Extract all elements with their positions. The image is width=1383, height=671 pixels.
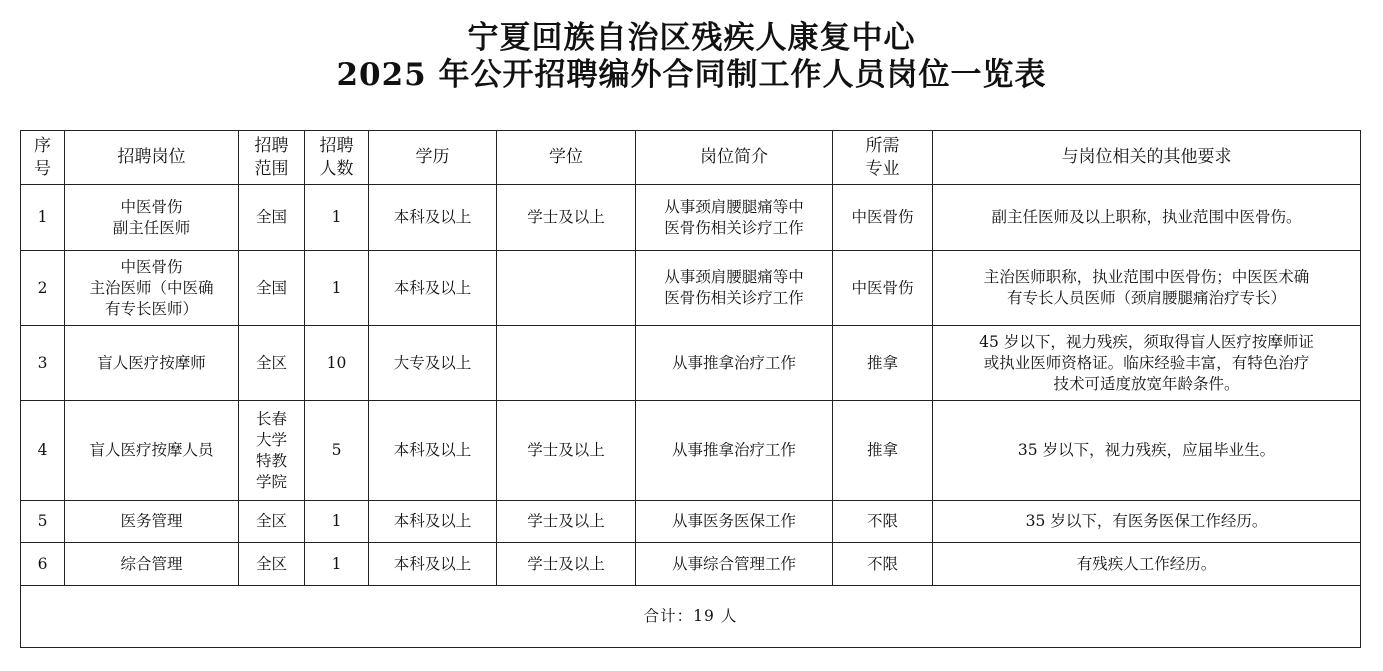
- table-row: [21, 543, 1361, 586]
- cell-scope: 长春 大学 特教 学院: [239, 401, 305, 501]
- table-row: [21, 501, 1361, 543]
- cell-intro: 从事医务医保工作: [636, 501, 833, 543]
- cell-position: 中医骨伤 主治医师（中医确 有专长医师）: [65, 251, 239, 326]
- table-row: [21, 185, 1361, 251]
- cell-education: 本科及以上: [369, 543, 497, 586]
- cell-other: 副主任医师及以上职称，执业范围中医骨伤。: [933, 185, 1361, 251]
- cell-no: 2: [21, 251, 65, 326]
- cell-position: 中医骨伤 副主任医师: [65, 185, 239, 251]
- cell-major: 不限: [833, 501, 933, 543]
- cell-scope: 全国: [239, 185, 305, 251]
- cell-scope: 全区: [239, 543, 305, 586]
- cell-education: 本科及以上: [369, 501, 497, 543]
- cell-no: 6: [21, 543, 65, 586]
- document-title: [0, 20, 1383, 94]
- cell-intro: 从事推拿治疗工作: [636, 326, 833, 401]
- cell-position: 盲人医疗按摩师: [65, 326, 239, 401]
- cell-scope: 全区: [239, 501, 305, 543]
- cell-no: 1: [21, 185, 65, 251]
- cell-education: 大专及以上: [369, 326, 497, 401]
- cell-degree: 学士及以上: [497, 185, 636, 251]
- table-row: [21, 251, 1361, 326]
- cell-intro: 从事颈肩腰腿痛等中 医骨伤相关诊疗工作: [636, 251, 833, 326]
- cell-count: 1: [305, 543, 369, 586]
- cell-count: 1: [305, 185, 369, 251]
- header-degree: 学位: [497, 131, 636, 185]
- cell-major: 中医骨伤: [833, 185, 933, 251]
- table-row: [21, 401, 1361, 501]
- table-header-row: [21, 131, 1361, 185]
- cell-other: 35 岁以下，视力残疾，应届毕业生。: [933, 401, 1361, 501]
- cell-count: 1: [305, 251, 369, 326]
- cell-major: 不限: [833, 543, 933, 586]
- cell-position: 综合管理: [65, 543, 239, 586]
- cell-degree: [497, 326, 636, 401]
- cell-no: 5: [21, 501, 65, 543]
- cell-intro: 从事颈肩腰腿痛等中 医骨伤相关诊疗工作: [636, 185, 833, 251]
- cell-degree: 学士及以上: [497, 543, 636, 586]
- total-count: 合计：19 人: [21, 586, 1361, 648]
- title-line-2: 2025 年公开招聘编外合同制工作人员岗位一览表: [336, 57, 1047, 93]
- cell-major: 中医骨伤: [833, 251, 933, 326]
- header-count: 招聘 人数: [305, 131, 369, 185]
- positions-table: [20, 130, 1361, 648]
- header-position: 招聘岗位: [65, 131, 239, 185]
- header-no: 序 号: [21, 131, 65, 185]
- cell-major: 推拿: [833, 326, 933, 401]
- cell-degree: 学士及以上: [497, 401, 636, 501]
- header-intro: 岗位简介: [636, 131, 833, 185]
- cell-count: 5: [305, 401, 369, 501]
- cell-scope: 全区: [239, 326, 305, 401]
- cell-other: 35 岁以下，有医务医保工作经历。: [933, 501, 1361, 543]
- cell-education: 本科及以上: [369, 401, 497, 501]
- cell-degree: [497, 251, 636, 326]
- cell-position: 医务管理: [65, 501, 239, 543]
- header-major: 所需 专业: [833, 131, 933, 185]
- table-total-row: [21, 586, 1361, 648]
- cell-education: 本科及以上: [369, 185, 497, 251]
- cell-count: 10: [305, 326, 369, 401]
- cell-intro: 从事综合管理工作: [636, 543, 833, 586]
- cell-no: 4: [21, 401, 65, 501]
- cell-count: 1: [305, 501, 369, 543]
- header-scope: 招聘 范围: [239, 131, 305, 185]
- cell-no: 3: [21, 326, 65, 401]
- cell-scope: 全国: [239, 251, 305, 326]
- header-other: 与岗位相关的其他要求: [933, 131, 1361, 185]
- cell-other: 45 岁以下，视力残疾，须取得盲人医疗按摩师证 或执业医师资格证。临床经验丰富，有特色治疗 技术可适度放宽年龄条件。: [933, 326, 1361, 401]
- table-row: [21, 326, 1361, 401]
- cell-education: 本科及以上: [369, 251, 497, 326]
- cell-other: 主治医师职称，执业范围中医骨伤；中医医术确 有专长人员医师（颈肩腰腿痛治疗专长）: [933, 251, 1361, 326]
- title-line-1: 宁夏回族自治区残疾人康复中心: [467, 20, 916, 56]
- cell-degree: 学士及以上: [497, 501, 636, 543]
- header-education: 学历: [369, 131, 497, 185]
- cell-intro: 从事推拿治疗工作: [636, 401, 833, 501]
- cell-other: 有残疾人工作经历。: [933, 543, 1361, 586]
- cell-position: 盲人医疗按摩人员: [65, 401, 239, 501]
- cell-major: 推拿: [833, 401, 933, 501]
